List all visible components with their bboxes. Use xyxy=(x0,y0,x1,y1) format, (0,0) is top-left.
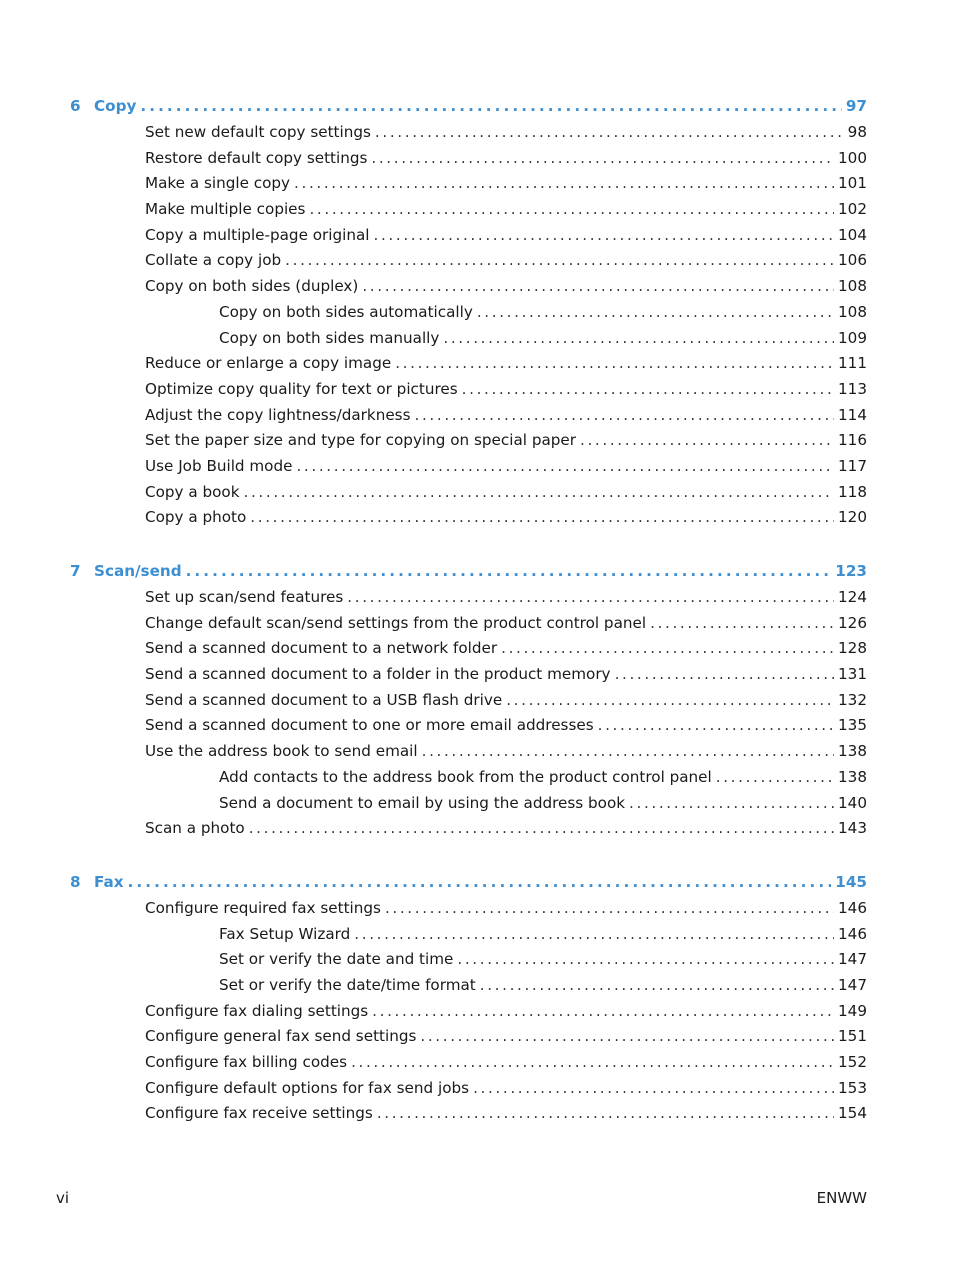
entry-page-number: 140 xyxy=(838,793,867,812)
dot-leader xyxy=(309,197,834,223)
entry-page-number: 143 xyxy=(838,819,867,838)
entry-page-number: 131 xyxy=(838,665,867,684)
toc-subentry-link[interactable] xyxy=(70,765,867,791)
entry-page-number: 147 xyxy=(838,950,867,969)
entry-title: Collate a copy job xyxy=(145,251,282,270)
entry-page-number: 108 xyxy=(838,302,867,321)
dot-leader xyxy=(477,300,834,326)
entry-title: Make multiple copies xyxy=(145,200,306,219)
dot-leader xyxy=(375,120,844,146)
dot-leader xyxy=(347,585,834,611)
entry-title: Set or verify the date/time format xyxy=(219,975,476,994)
entry-title: Scan a photo xyxy=(145,819,245,838)
entry-title: Send a document to email by using the address book xyxy=(219,793,626,812)
toc-entry-link[interactable] xyxy=(70,248,867,274)
dot-leader xyxy=(377,1101,834,1127)
entry-page-number: 120 xyxy=(838,508,867,527)
entry-title: Copy on both sides manually xyxy=(219,328,440,347)
toc-entry-link[interactable] xyxy=(70,896,867,922)
toc-subentry-link[interactable] xyxy=(70,947,867,973)
dot-leader xyxy=(395,351,834,377)
dot-leader xyxy=(140,92,842,120)
entry-page-number: 146 xyxy=(838,898,867,917)
toc-entry-link[interactable] xyxy=(70,428,867,454)
entry-title: Adjust the copy lightness/darkness xyxy=(145,405,411,424)
entry-page-number: 100 xyxy=(838,148,867,167)
dot-leader xyxy=(415,403,834,429)
chapter-title xyxy=(70,557,186,585)
entry-title: Configure general fax send settings xyxy=(145,1027,417,1046)
toc-subentry-link[interactable] xyxy=(70,326,867,352)
toc-entry-link[interactable] xyxy=(70,351,867,377)
toc-entry-link[interactable] xyxy=(70,171,867,197)
entry-page-number: 101 xyxy=(838,174,867,193)
dot-leader xyxy=(443,326,834,352)
entry-title: Send a scanned document to a network folder xyxy=(145,639,498,658)
chapter-heading-link[interactable] xyxy=(70,557,867,585)
dot-leader xyxy=(186,557,832,585)
entry-page-number: 153 xyxy=(838,1078,867,1097)
entry-title: Configure fax dialing settings xyxy=(145,1001,369,1020)
table-of-contents xyxy=(70,92,867,1153)
entry-title: Reduce or enlarge a copy image xyxy=(145,354,392,373)
dot-leader xyxy=(462,377,834,403)
entry-page-number: 154 xyxy=(838,1104,867,1123)
toc-entry-link[interactable] xyxy=(70,713,867,739)
entry-page-number: 106 xyxy=(838,251,867,270)
entry-title: Configure fax receive settings xyxy=(145,1104,373,1123)
entry-page-number: 102 xyxy=(838,200,867,219)
toc-entry-link[interactable] xyxy=(70,636,867,662)
dot-leader xyxy=(580,428,834,454)
entry-title: Configure fax billing codes xyxy=(145,1053,348,1071)
entry-title: Set up scan/send features xyxy=(145,588,344,606)
entry-page-number: 104 xyxy=(838,225,867,244)
chapter-heading-link[interactable] xyxy=(70,92,867,120)
dot-leader xyxy=(457,947,834,973)
chapter-page-number: 145 xyxy=(835,872,867,891)
entry-title: Set new default copy settings xyxy=(145,123,371,141)
toc-entry-link[interactable] xyxy=(70,1024,867,1050)
dot-leader xyxy=(250,505,834,531)
dot-leader xyxy=(294,171,834,197)
dot-leader xyxy=(354,922,834,948)
toc-subentry-link[interactable] xyxy=(70,922,867,948)
chapter-section xyxy=(70,868,867,1127)
footer-doc-code: ENWW xyxy=(816,1189,867,1207)
entry-page-number: 126 xyxy=(838,613,867,632)
toc-entry-link[interactable] xyxy=(70,816,867,842)
chapter-number: 7 xyxy=(70,562,81,580)
entry-title: Set or verify the date and time xyxy=(219,950,454,969)
entry-title: Change default scan/send settings from the product control panel xyxy=(145,613,647,632)
entry-page-number: 128 xyxy=(838,639,867,658)
toc-entry-link[interactable] xyxy=(70,611,867,637)
toc-subentry-link[interactable] xyxy=(70,300,867,326)
toc-entry-link[interactable] xyxy=(70,662,867,688)
entry-title: Copy on both sides (duplex) xyxy=(145,277,359,296)
dot-leader xyxy=(372,999,834,1025)
entry-title: Copy a book xyxy=(145,482,240,501)
toc-entry-link[interactable] xyxy=(70,585,867,611)
toc-entry-link[interactable] xyxy=(70,274,867,300)
entry-page-number: 118 xyxy=(838,482,867,501)
dot-leader xyxy=(374,223,834,249)
entry-page-number: 146 xyxy=(838,924,867,943)
dot-leader xyxy=(351,1050,834,1076)
toc-entry-link[interactable] xyxy=(70,197,867,223)
dot-leader xyxy=(128,868,832,896)
dot-leader xyxy=(420,1024,834,1050)
chapter-section xyxy=(70,557,867,842)
dot-leader xyxy=(716,765,834,791)
dot-leader xyxy=(249,816,834,842)
entry-page-number: 111 xyxy=(838,354,867,373)
page-footer xyxy=(56,1189,867,1207)
entry-title: Send a scanned document to a USB flash drive xyxy=(145,690,503,709)
dot-leader xyxy=(371,146,834,172)
toc-entry-link[interactable] xyxy=(70,739,867,765)
entry-page-number: 135 xyxy=(838,716,867,735)
toc-entry-link[interactable] xyxy=(70,688,867,714)
dot-leader xyxy=(629,791,834,817)
entry-title: Copy a multiple-page original xyxy=(145,225,370,244)
entry-title: Configure required fax settings xyxy=(145,898,381,917)
chapter-title xyxy=(70,868,128,896)
entry-page-number: 151 xyxy=(838,1027,867,1046)
entry-page-number: 109 xyxy=(838,328,867,347)
toc-entry-link[interactable] xyxy=(70,1101,867,1127)
toc-entry-link[interactable] xyxy=(70,1076,867,1102)
entry-page-number: 149 xyxy=(838,1001,867,1020)
toc-subentry-link[interactable] xyxy=(70,973,867,999)
dot-leader xyxy=(362,274,834,300)
entry-title: Send a scanned document to a folder in the product memory xyxy=(145,665,611,684)
toc-entry-link[interactable] xyxy=(70,120,867,146)
toc-entry-link[interactable] xyxy=(70,480,867,506)
chapter-heading-link[interactable] xyxy=(70,868,867,896)
chapter-title xyxy=(70,92,140,120)
dot-leader xyxy=(473,1076,834,1102)
dot-leader xyxy=(296,454,834,480)
toc-entry-link[interactable] xyxy=(70,403,867,429)
entry-title: Restore default copy settings xyxy=(145,148,368,167)
dot-leader xyxy=(615,662,834,688)
chapter-name: Fax xyxy=(94,872,124,891)
entry-page-number: 138 xyxy=(838,767,867,786)
toc-entry-link[interactable] xyxy=(70,223,867,249)
dot-leader xyxy=(285,248,834,274)
entry-title: Send a scanned document to one or more email addresses xyxy=(145,716,594,735)
chapter-name: Copy xyxy=(94,97,137,115)
toc-entry-link[interactable] xyxy=(70,146,867,172)
dot-leader xyxy=(422,739,834,765)
dot-leader xyxy=(480,973,834,999)
entry-page-number: 138 xyxy=(838,742,867,761)
entry-page-number: 124 xyxy=(838,588,867,606)
entry-title: Configure default options for fax send jobs xyxy=(145,1078,470,1097)
entry-title: Add contacts to the address book from the product control panel xyxy=(219,767,712,786)
dot-leader xyxy=(506,688,834,714)
dot-leader xyxy=(650,611,834,637)
entry-page-number: 98 xyxy=(847,123,867,141)
entry-page-number: 108 xyxy=(838,277,867,296)
entry-page-number: 152 xyxy=(838,1053,867,1071)
entry-page-number: 132 xyxy=(838,690,867,709)
chapter-section xyxy=(70,92,867,531)
entry-page-number: 113 xyxy=(838,379,867,398)
entry-page-number: 116 xyxy=(838,431,867,450)
entry-title: Use Job Build mode xyxy=(145,456,293,475)
entry-page-number: 117 xyxy=(838,456,867,475)
chapter-page-number: 123 xyxy=(835,562,867,580)
footer-page-number: vi xyxy=(56,1189,70,1207)
entry-title: Make a single copy xyxy=(145,174,291,193)
chapter-name: Scan/send xyxy=(94,562,182,580)
entry-page-number: 114 xyxy=(838,405,867,424)
dot-leader xyxy=(385,896,834,922)
chapter-number: 6 xyxy=(70,97,81,115)
toc-entry-link[interactable] xyxy=(70,1050,867,1076)
entry-title: Use the address book to send email xyxy=(145,742,418,761)
entry-page-number: 147 xyxy=(838,975,867,994)
dot-leader xyxy=(244,480,834,506)
entry-title: Copy a photo xyxy=(145,508,247,527)
entry-title: Optimize copy quality for text or pictures xyxy=(145,379,458,398)
chapter-number: 8 xyxy=(70,872,81,891)
chapter-page-number: 97 xyxy=(845,97,867,115)
toc-entry-link[interactable] xyxy=(70,377,867,403)
toc-entry-link[interactable] xyxy=(70,999,867,1025)
dot-leader xyxy=(501,636,834,662)
toc-entry-link[interactable] xyxy=(70,505,867,531)
entry-title: Set the paper size and type for copying on special paper xyxy=(145,431,576,450)
entry-title: Copy on both sides automatically xyxy=(219,302,473,321)
entry-title: Fax Setup Wizard xyxy=(219,924,351,943)
dot-leader xyxy=(598,713,834,739)
toc-entry-link[interactable] xyxy=(70,454,867,480)
toc-subentry-link[interactable] xyxy=(70,791,867,817)
